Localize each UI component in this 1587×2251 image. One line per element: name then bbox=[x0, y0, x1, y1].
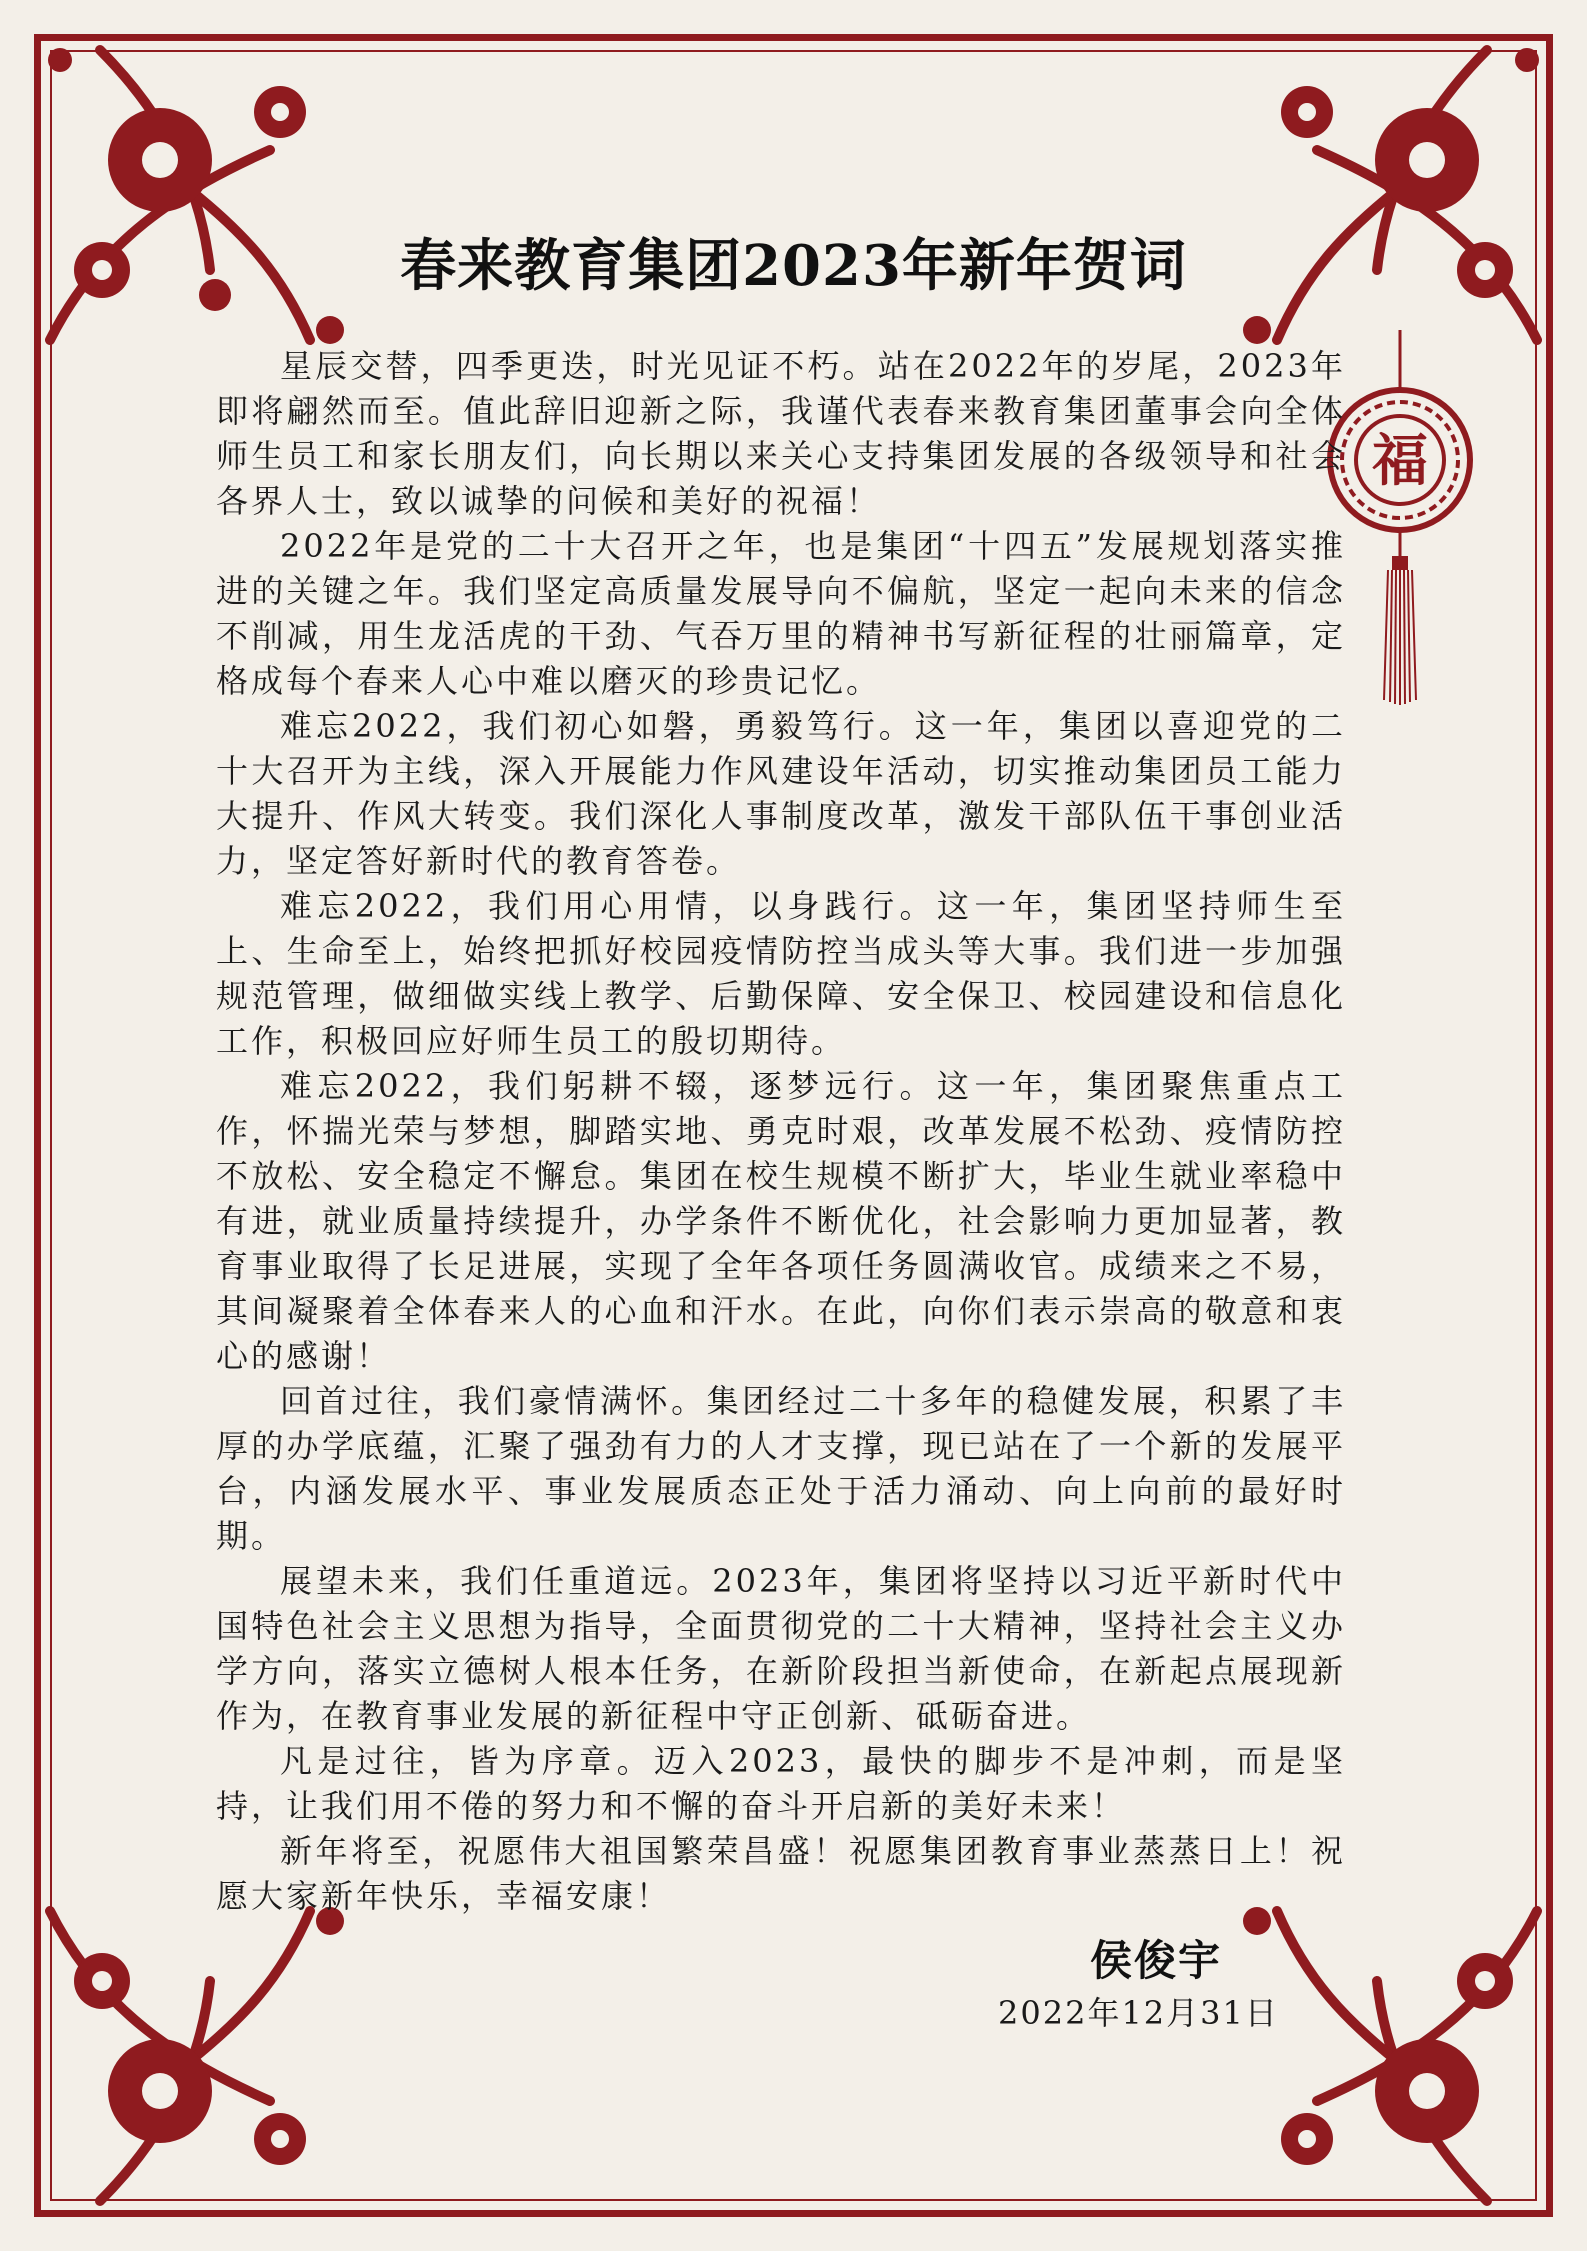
paragraph: 难忘2022，我们初心如磐，勇毅笃行。这一年，集团以喜迎党的二十大召开为主线，深入开展能力作风建设年活动，切实推动集团员工能力大提升、作风大转变。我们深化人事制度改革，激发干部队伍干事创业活力，坚定答好新时代的教育答卷。 bbox=[216, 707, 1346, 880]
paragraph: 回首过往，我们豪情满怀。集团经过二十多年的稳健发展，积累了丰厚的办学底蕴，汇聚了强劲有力的人才支撑，现已站在了一个新的发展平台，内涵发展水平、事业发展质态正处于活力涌动、向上向前的最好时期。 bbox=[216, 1382, 1346, 1555]
paragraph: 展望未来，我们任重道远。2023年，集团将坚持以习近平新时代中国特色社会主义思想为指导，全面贯彻党的二十大精神，坚持社会主义办学方向，落实立德树人根本任务，在新阶段担当新使命，在新起点展现新作为，在教育事业发展的新征程中守正创新、砥砺奋进。 bbox=[216, 1562, 1346, 1735]
signature-name: 侯俊宇 bbox=[1090, 1936, 1223, 1985]
letter-body bbox=[216, 344, 1346, 1919]
paragraph: 难忘2022，我们躬耕不辍，逐梦远行。这一年，集团聚焦重点工作，怀揣光荣与梦想，脚踏实地、勇克时艰，改革发展不松劲、疫情防控不放松、安全稳定不懈怠。集团在校生规模不断扩大，毕业生就业率稳中有进，就业质量持续提升，办学条件不断优化，社会影响力更加显著，教育事业取得了长足进展，实现了全年各项任务圆满收官。成绩来之不易，其间凝聚着全体春来人的心血和汗水。在此，向你们表示崇高的敬意和衷心的感谢！ bbox=[216, 1067, 1346, 1375]
bottom-right-papercut-ornament bbox=[1227, 1891, 1547, 2211]
paragraph: 难忘2022，我们用心用情，以身践行。这一年，集团坚持师生至上、生命至上，始终把抓好校园疫情防控当成头等大事。我们进一步加强规范管理，做细做实线上教学、后勤保障、安全保卫、校园建设和信息化工作，积极回应好师生员工的殷切期待。 bbox=[216, 887, 1346, 1060]
paragraph: 新年将至，祝愿伟大祖国繁荣昌盛！祝愿集团教育事业蒸蒸日上！祝愿大家新年快乐，幸福安康！ bbox=[216, 1832, 1346, 1915]
top-right-papercut-ornament bbox=[1227, 40, 1547, 360]
letter-title: 春来教育集团2023年新年贺词 bbox=[400, 233, 1187, 299]
top-left-papercut-ornament bbox=[40, 40, 360, 360]
paragraph: 2022年是党的二十大召开之年，也是集团“十四五”发展规划落实推进的关键之年。我们坚定高质量发展导向不偏航，坚定一起向未来的信念不削减，用生龙活虎的干劲、气吞万里的精神书写新征程的壮丽篇章，定格成每个春来人心中难以磨灭的珍贵记忆。 bbox=[216, 527, 1346, 700]
fu-character: 福 bbox=[1372, 428, 1428, 494]
paragraph: 星辰交替，四季更迭，时光见证不朽。站在2022年的岁尾，2023年即将翩然而至。值此辞旧迎新之际，我谨代表春来教育集团董事会向全体师生员工和家长朋友们，向长期以来关心支持集团发展的各级领导和社会各界人士，致以诚挚的问候和美好的祝福！ bbox=[216, 347, 1346, 520]
paragraph: 凡是过往，皆为序章。迈入2023，最快的脚步不是冲刺，而是坚持，让我们用不倦的努力和不懈的奋斗开启新的美好未来！ bbox=[216, 1742, 1346, 1825]
letter-date: 2022年12月31日 bbox=[998, 1994, 1279, 2032]
bottom-left-papercut-ornament bbox=[40, 1891, 360, 2211]
